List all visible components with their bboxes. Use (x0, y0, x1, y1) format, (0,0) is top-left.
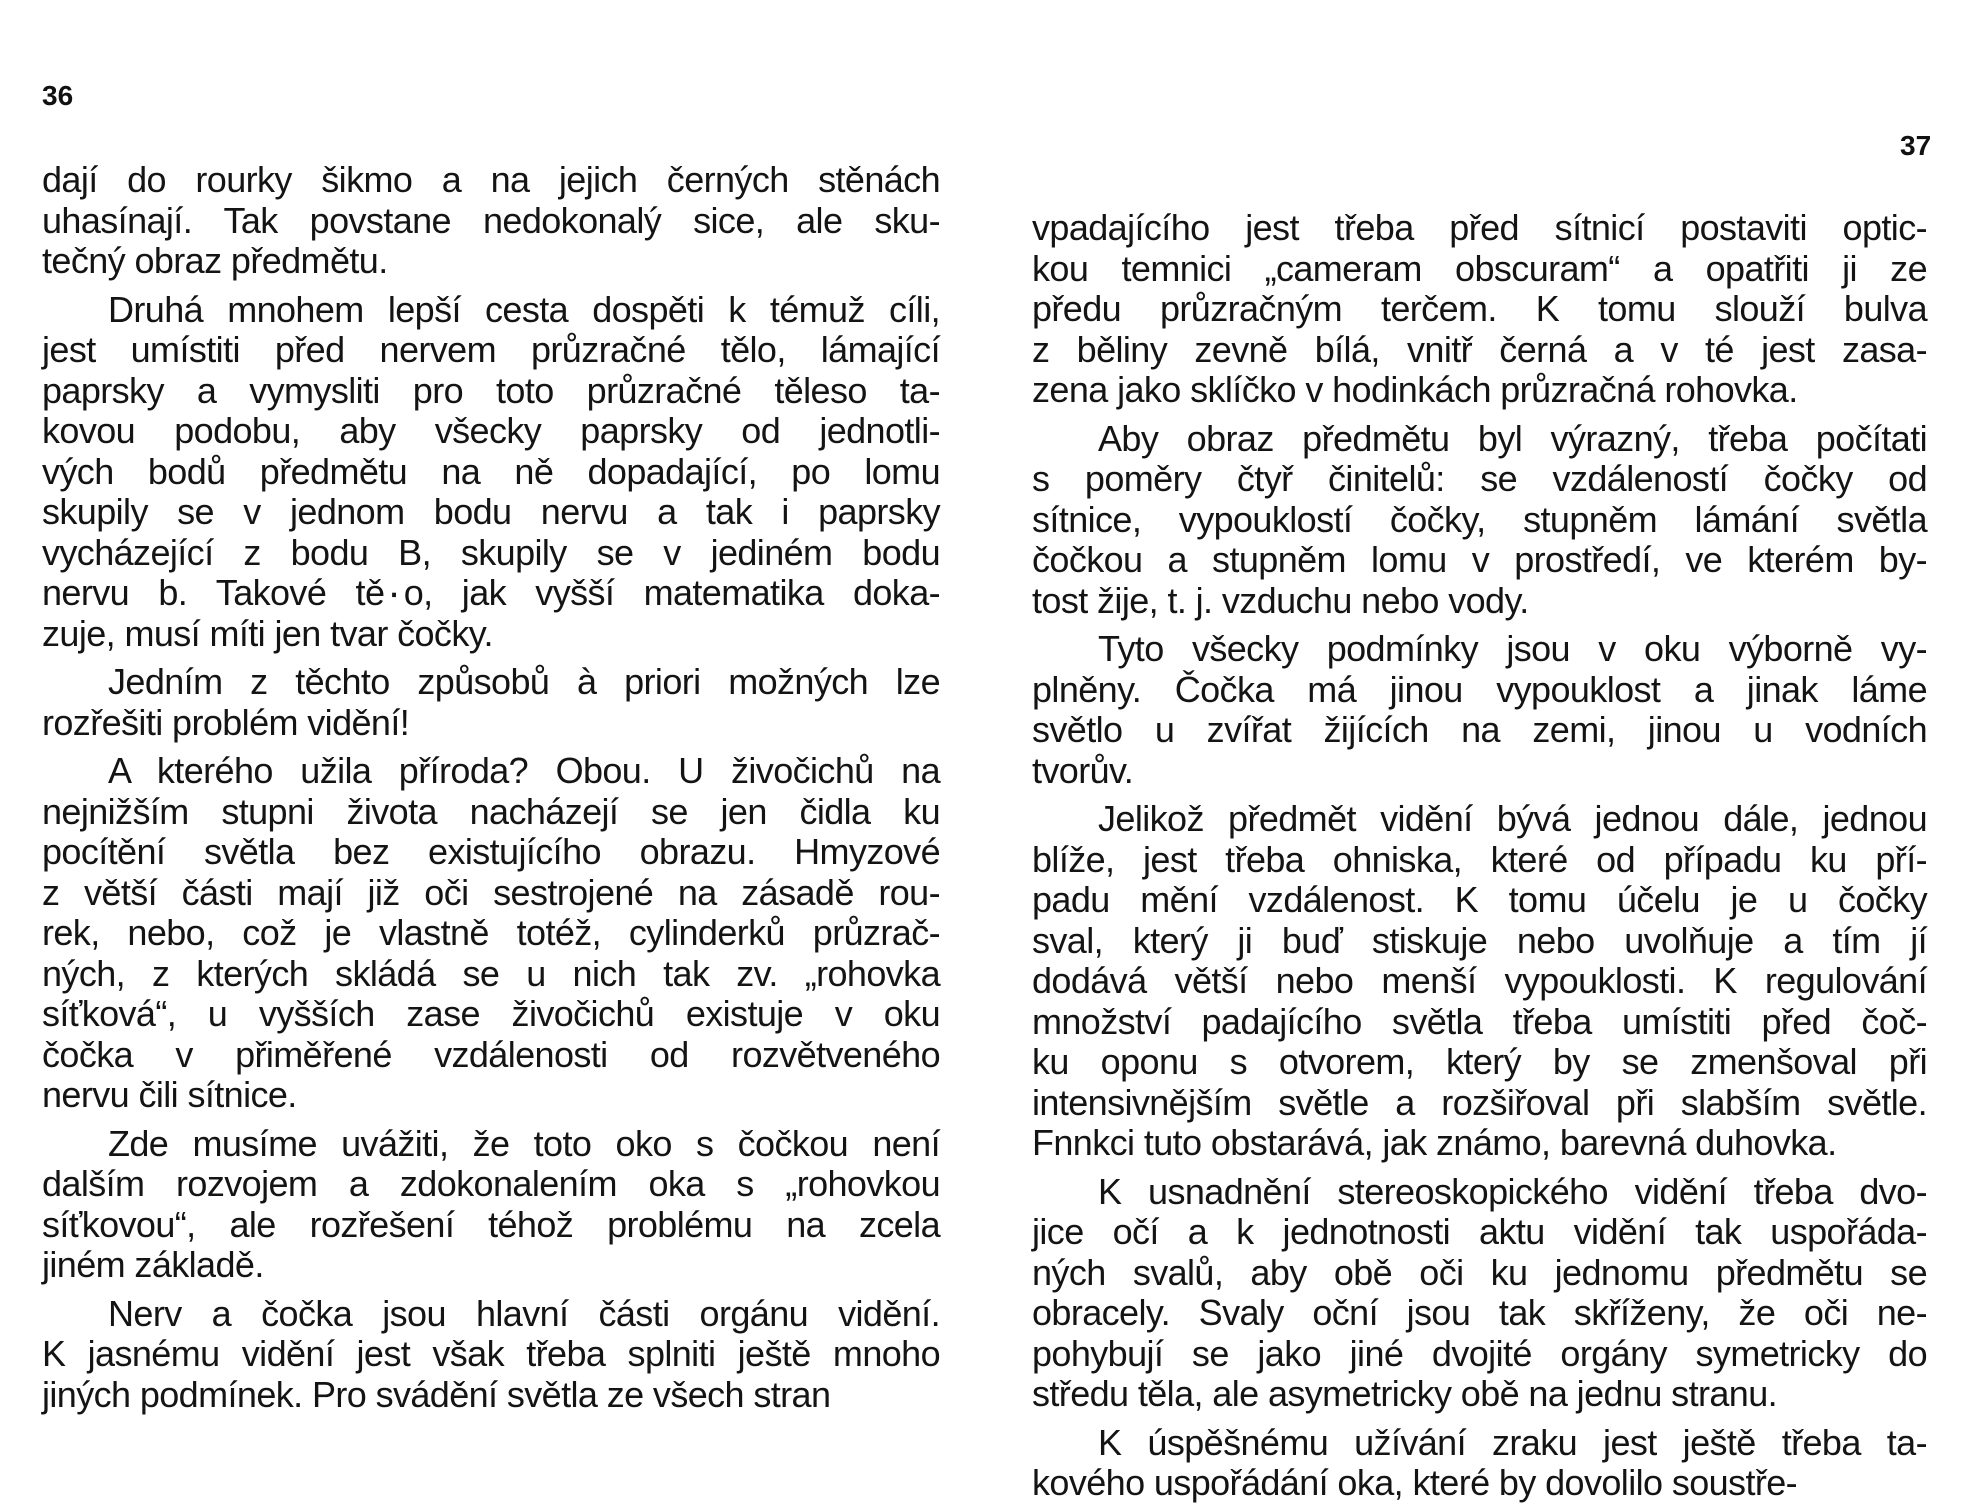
text-line: čočka v přiměřené vzdálenosti od rozvětveného (42, 1033, 940, 1075)
text-line: jiném základě. (42, 1244, 264, 1285)
text-line: tost žije, t. j. vzduchu nebo vody. (1032, 579, 1529, 621)
text-line: Tyto všecky podmínky jsou v oku výborně vy- (1098, 628, 1927, 669)
text-line: ných svalů, aby obě oči ku jednomu předmětu se (1032, 1251, 1927, 1293)
text-line: tvorův. (1032, 749, 1134, 791)
text-line: s poměry čtyř činitelů: se vzdáleností čočky od (1032, 458, 1927, 499)
text-line: nervu b. Takové tě۰o, jak vyšší matematika doka- (42, 572, 940, 613)
text-line: síťková“, u vyšších zase živočichů existuje v oku (42, 993, 940, 1034)
text-line: kového uspořádání oka, které by dovolilo soustře- (1032, 1462, 1798, 1503)
left-page-text-column (42, 160, 940, 1415)
text-line: K jasnému vidění jest však třeba splniti ještě mnoho (42, 1333, 940, 1374)
text-line: pocítění světla bez existujícího obrazu. Hmyzové (42, 831, 940, 872)
text-line: ku oponu s otvorem, který by se zmenšoval při (1032, 1041, 1927, 1082)
text-line: nejnižším stupni života nacházejí se jen čidla ku (42, 790, 940, 832)
text-line: Fnnkci tuto obstarává, jak známo, barevná duhovka. (1032, 1122, 1837, 1163)
text-line: středu těla, ale asymetricky obě na jednu stranu. (1032, 1373, 1778, 1414)
text-line: K úspěšnému užívání zraku jest ještě třeba ta- (1098, 1421, 1927, 1463)
text-line: uhasínají. Tak povstane nedokonalý sice, ale sku- (42, 199, 940, 241)
text-line: blíže, jest třeba ohniska, které od případu ku pří- (1032, 838, 1927, 880)
text-line: rek, nebo, což je vlastně totéž, cylinderků průzrač- (42, 912, 940, 953)
text-line: ných, z kterých skládá se u nich tak zv. „rohovka (42, 952, 940, 994)
text-line: z větší části mají již oči sestrojené na zásadě rou- (42, 871, 940, 913)
text-line: K usnadnění stereoskopického vidění třeba dvo- (1098, 1170, 1927, 1212)
text-line: Druhá mnohem lepší cesta dospěti k témuž cíli, (108, 288, 940, 330)
text-line: zena jako sklíčko v hodinkách průzračná rohovka. (1032, 369, 1798, 410)
text-line: padu mění vzdálenost. K tomu účelu je u čočky (1032, 879, 1927, 920)
text-line: z běliny zevně bílá, vnitř černá a v té jest zasa- (1032, 328, 1927, 370)
page-number-right: 37 (1900, 130, 1932, 161)
text-line: jice očí a k jednotnosti aktu vidění tak uspořáda- (1032, 1211, 1927, 1252)
text-line: jest umístiti před nervem průzračné tělo, lámající (42, 329, 940, 370)
text-line: tečný obraz předmětu. (42, 240, 388, 281)
text-line: kou temnici „cameram obscuram“ a opatřiti ji ze (1032, 247, 1927, 289)
text-line: Jelikož předmět vidění bývá jednou dále, jednou (1098, 798, 1927, 839)
text-line: obracely. Svaly oční jsou tak skříženy, že oči ne- (1032, 1292, 1927, 1333)
text-line: sítnice, vypouklostí čočky, stupněm lámání světla (1032, 498, 1927, 540)
text-line: rozřešiti problém vidění! (42, 701, 410, 743)
text-line: Zde musíme uvážiti, že toto oko s čočkou není (108, 1122, 940, 1164)
text-line: skupily se v jednom bodu nervu a tak i paprsky (42, 491, 940, 532)
text-line: množství padajícího světla třeba umístiti před čoč- (1032, 1000, 1927, 1042)
text-line: Nerv a čočka jsou hlavní části orgánu vidění. (108, 1292, 940, 1334)
text-line: vycházející z bodu B, skupily se v jediném bodu (42, 531, 940, 573)
text-line: kovou podobu, aby všecky paprsky od jednotli- (42, 410, 940, 451)
text-line: paprsky a vymysliti pro toto průzračné těleso ta- (42, 369, 940, 411)
text-line: vpadajícího jest třeba před sítnicí postaviti optic- (1032, 207, 1927, 248)
text-line: čočkou a stupněm lomu v prostředí, ve kterém by- (1032, 539, 1927, 580)
text-line: světlo u zvířat žijících na zemi, jinou u vodních (1032, 709, 1927, 750)
text-line: A kterého užila příroda? Obou. U živočichů na (108, 750, 940, 791)
page-number-left: 36 (42, 80, 74, 111)
text-line: síťkovou“, ale rozřešení téhož problému na zcela (42, 1203, 940, 1245)
text-line: pohybují se jako jiné dvojité orgány symetricky do (1032, 1332, 1927, 1374)
text-line: dodává větší nebo menší vypouklosti. K regulování (1032, 960, 1927, 1001)
text-line: zuje, musí míti jen tvar čočky. (42, 612, 493, 654)
text-line: intensivnějším světle a rozšiřoval při slabším světle. (1032, 1081, 1927, 1123)
text-line: dalším rozvojem a zdokonalením oka s „rohovkou (42, 1163, 940, 1204)
text-line: vých bodů předmětu na ně dopadající, po lomu (42, 450, 940, 492)
text-line: nervu čili sítnice. (42, 1074, 297, 1115)
right-page-text-column (1032, 208, 1927, 1504)
text-line: plněny. Čočka má jinou vypouklost a jinak láme (1032, 668, 1927, 710)
text-line: jiných podmínek. Pro svádění světla ze všech stran (42, 1373, 831, 1415)
text-line: dají do rourky šikmo a na jejich černých stěnách (42, 159, 940, 200)
text-line: Aby obraz předmětu byl výrazný, třeba počítati (1098, 417, 1927, 459)
text-line: Jedním z těchto způsobů à priori možných lze (108, 661, 940, 702)
text-line: předu průzračným terčem. K tomu slouží bulva (1032, 288, 1927, 329)
text-line: sval, který ji buď stiskuje nebo uvolňuje a tím jí (1032, 919, 1927, 961)
